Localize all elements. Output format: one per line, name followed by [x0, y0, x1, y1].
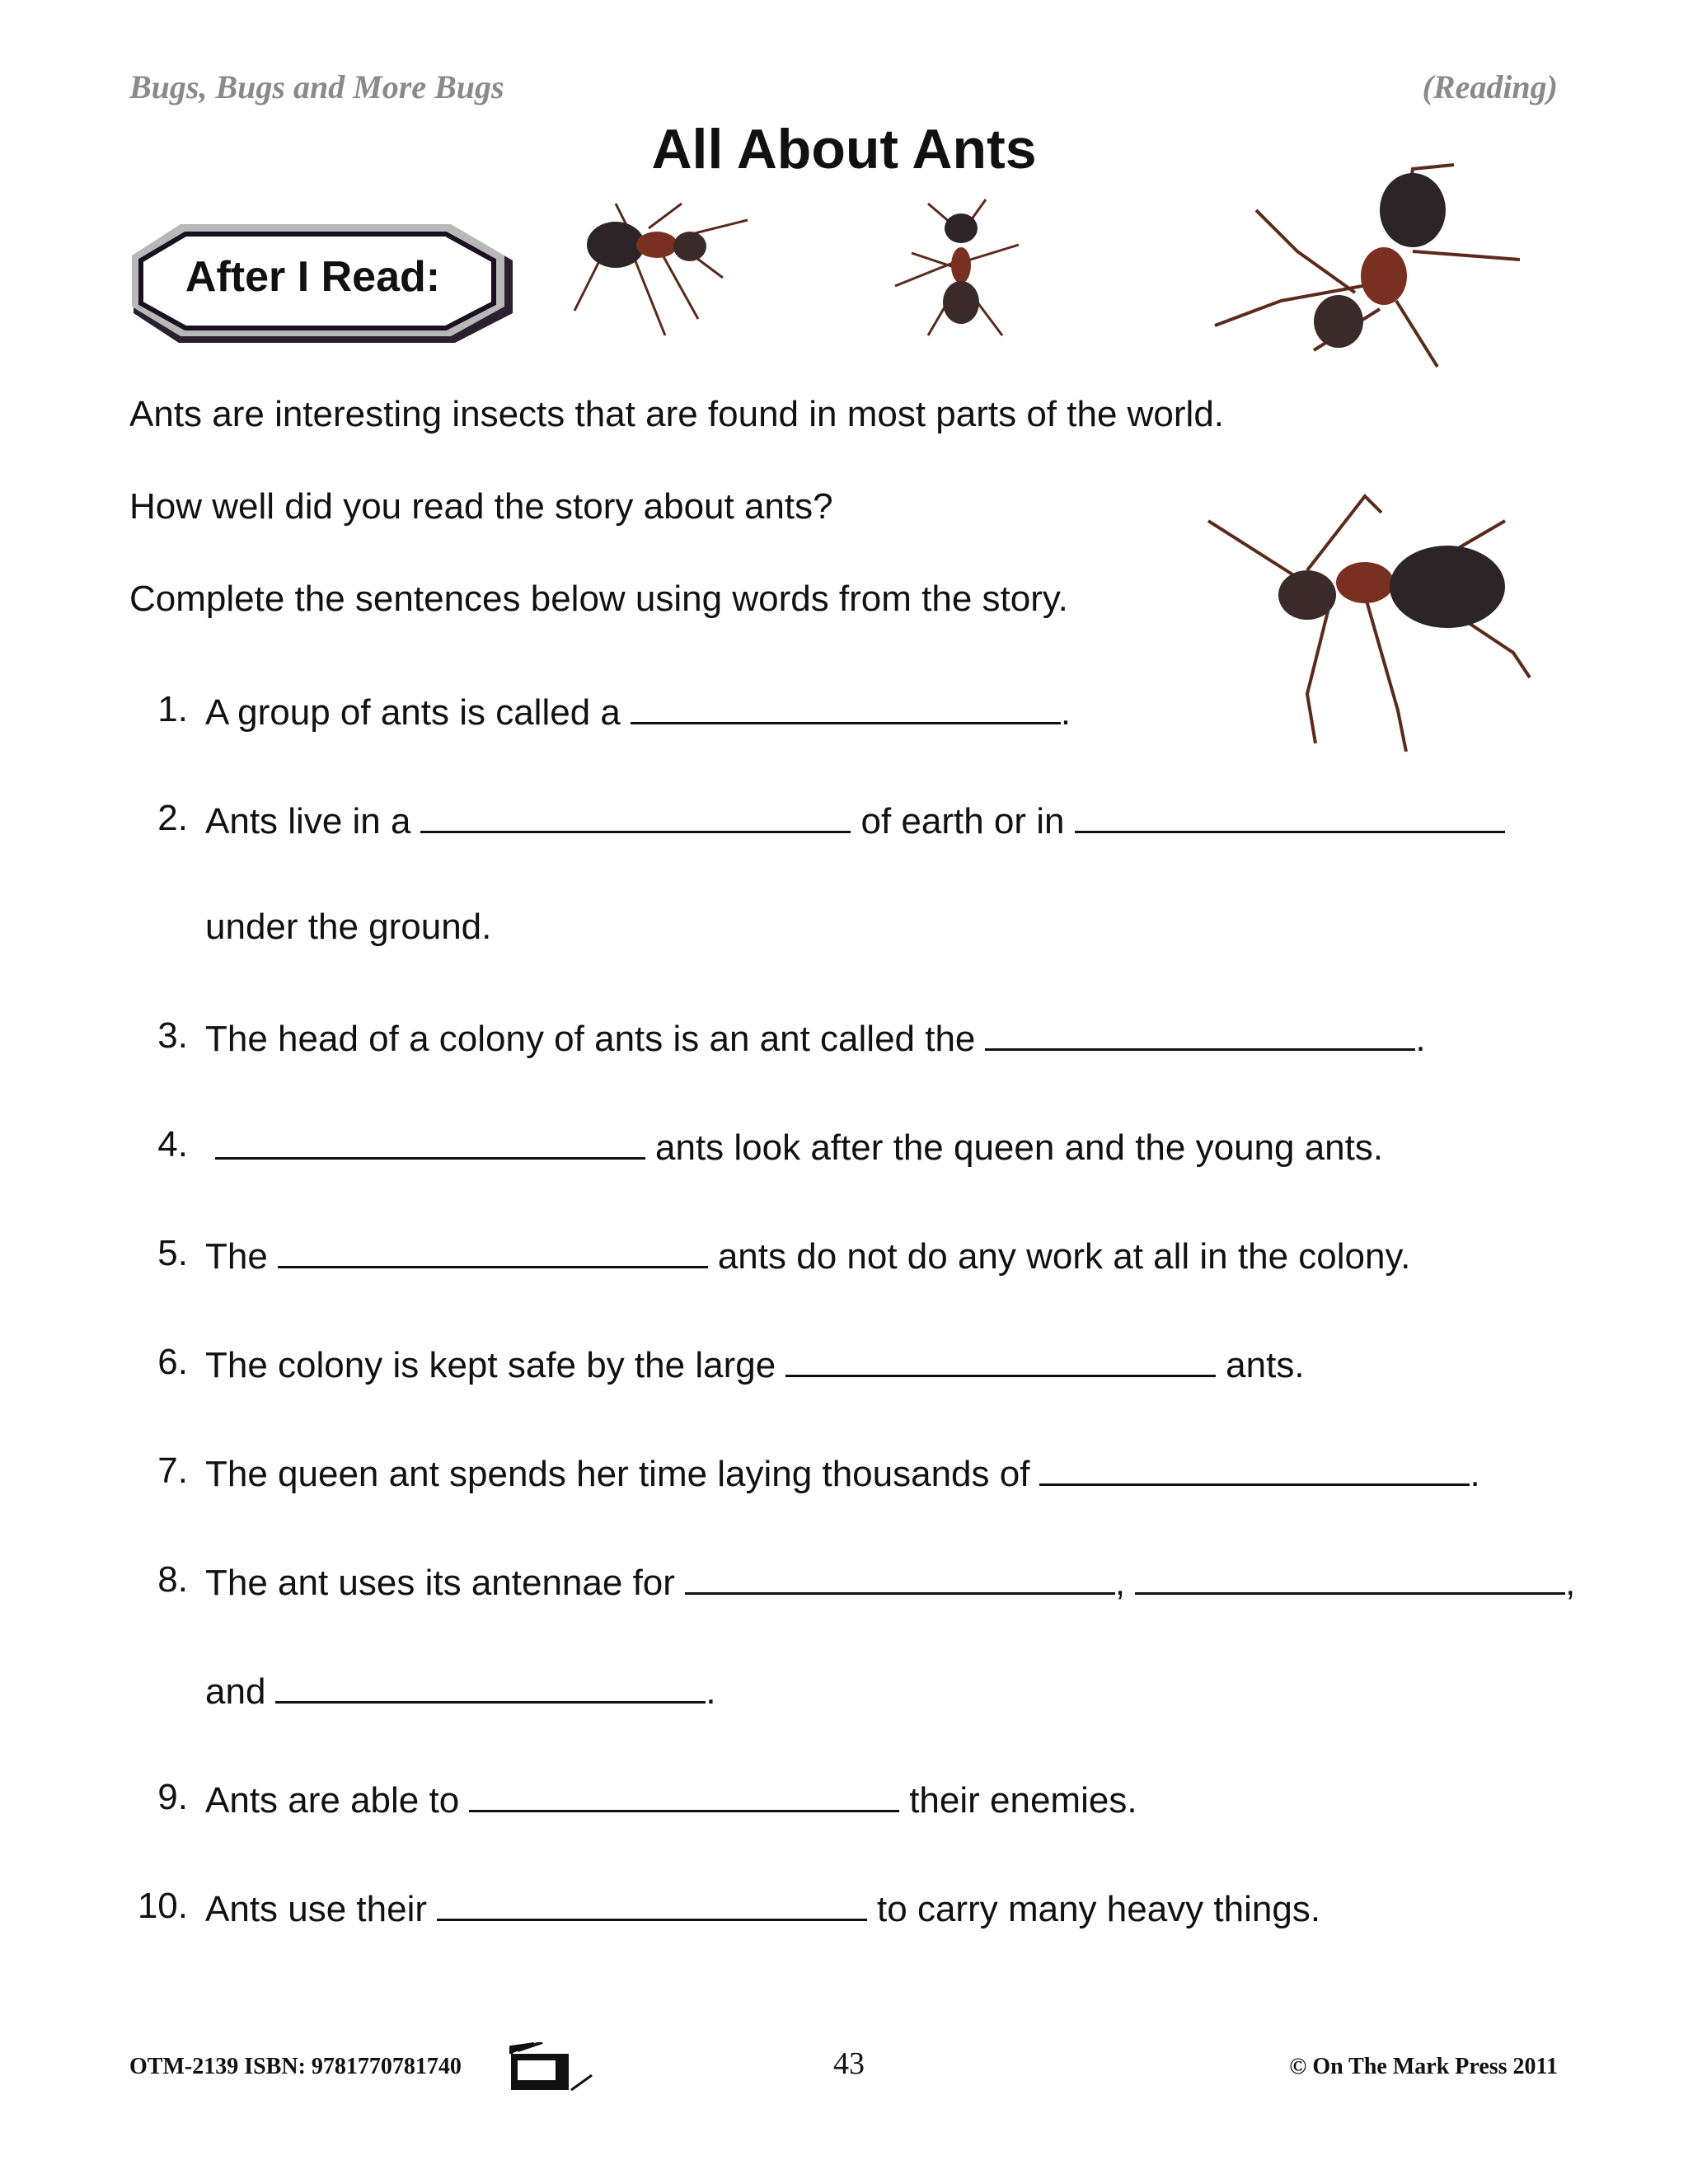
question-number: 7. [157, 1451, 188, 1491]
question-number: 9. [157, 1777, 188, 1817]
answer-blank[interactable] [215, 1124, 645, 1160]
answer-blank[interactable] [985, 1015, 1415, 1051]
question-text: ants do not do any work at all in the colony. [717, 1236, 1411, 1277]
copyright: © On The Mark Press 2011 [1289, 2054, 1558, 2079]
answer-blank[interactable] [1075, 798, 1505, 833]
question-text: . [1415, 1019, 1426, 1059]
question-line [205, 1777, 1137, 1821]
question-line [205, 1451, 1480, 1495]
answer-blank[interactable] [278, 1233, 708, 1268]
question-text: A group of ants is called a [205, 692, 621, 733]
intro-text: Ants are interesting insects that are found in most parts of the world. [129, 394, 1225, 434]
ant-image [879, 195, 1043, 344]
question-number: 1. [157, 689, 188, 729]
ant-image [558, 195, 789, 344]
question-text: and [205, 1671, 266, 1712]
question-number: 4. [157, 1124, 188, 1165]
page-title: All About Ants [651, 118, 1037, 180]
question-number: 2. [157, 798, 188, 838]
question-line [205, 1559, 1575, 1604]
question-text: Ants are able to [205, 1780, 460, 1821]
question-text: The [205, 1236, 268, 1277]
question-text: ants. [1226, 1345, 1305, 1385]
answer-blank[interactable] [1135, 1559, 1565, 1595]
question-number: 8. [157, 1559, 188, 1600]
question-number: 10. [137, 1886, 188, 1926]
question-text: The colony is kept safe by the large [205, 1345, 776, 1385]
isbn-code: OTM-2139 ISBN: 9781770781740 [129, 2054, 462, 2079]
question-text: . [1060, 692, 1071, 733]
question-text: under the ground. [205, 907, 492, 947]
question-text: The queen ant spends her time laying thousands of [205, 1454, 1030, 1494]
question-text: their enemies. [909, 1780, 1137, 1821]
answer-blank[interactable] [631, 689, 1061, 724]
answer-blank[interactable] [785, 1342, 1216, 1377]
page-number: 43 [833, 2046, 865, 2081]
question-line [205, 1233, 1410, 1277]
question-text: to carry many heavy things. [877, 1889, 1321, 1929]
question-line [205, 798, 1515, 842]
answer-blank[interactable] [1039, 1451, 1470, 1486]
question-text: The head of a colony of ants is an ant called the [205, 1019, 976, 1059]
series-title: Bugs, Bugs and More Bugs [129, 68, 504, 105]
question-text: , [1114, 1563, 1126, 1603]
question-line [205, 1124, 1383, 1169]
answer-blank[interactable] [685, 1559, 1115, 1595]
answer-blank[interactable] [275, 1668, 706, 1704]
question-line [205, 1015, 1426, 1060]
ant-image [1200, 488, 1556, 760]
answer-blank[interactable] [469, 1777, 899, 1812]
intro-question: How well did you read the story about ants? [129, 486, 833, 527]
question-number: 6. [157, 1342, 188, 1382]
question-line [205, 907, 491, 948]
question-line [205, 1886, 1320, 1930]
question-text: ants look after the queen and the young ants. [655, 1127, 1384, 1168]
question-text: . [1470, 1454, 1480, 1494]
question-text: Ants use their [205, 1889, 428, 1929]
ant-image [1207, 161, 1556, 383]
question-text: of earth or in [860, 801, 1065, 841]
subject-label: (Reading) [1422, 68, 1558, 105]
badge-label: After I Read: [185, 253, 441, 301]
instructions: Complete the sentences below using words from the story. [129, 579, 1068, 619]
answer-blank[interactable] [420, 798, 851, 833]
question-text: Ants live in a [205, 801, 411, 841]
question-text: . [706, 1671, 716, 1712]
question-line [205, 689, 1071, 733]
answer-blank[interactable] [437, 1886, 867, 1921]
question-number: 3. [157, 1015, 188, 1056]
question-text: , [1565, 1563, 1576, 1603]
question-line [205, 1342, 1305, 1386]
question-text: The ant uses its antennae for [205, 1563, 675, 1603]
question-number: 5. [157, 1233, 188, 1273]
question-line [205, 1668, 716, 1713]
